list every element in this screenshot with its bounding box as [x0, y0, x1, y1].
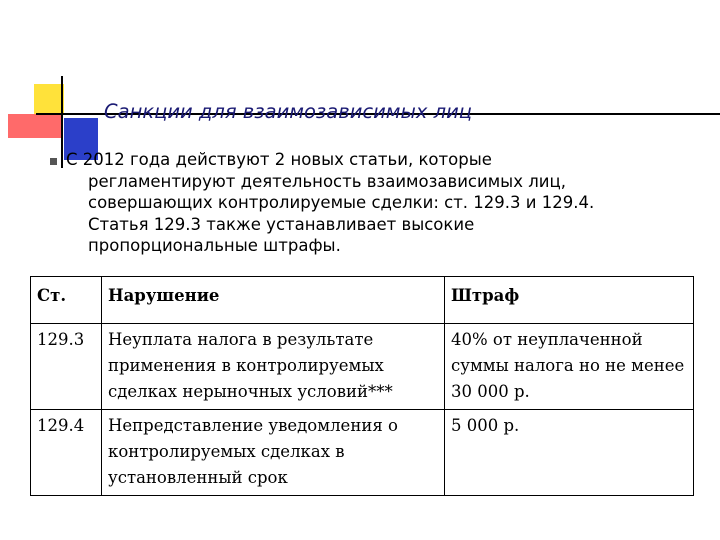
- slide-title: Санкции для взаимозависимых лиц: [104, 100, 473, 123]
- header-fine: Штраф: [445, 277, 694, 324]
- decor-red-rectangle: [8, 114, 62, 138]
- header-violation: Нарушение: [102, 277, 445, 324]
- sanctions-table: [30, 276, 694, 496]
- row-fine: 5 000 р.: [445, 410, 694, 496]
- row-violation: Непредставление уведомления о контролируемых сделках в установленный срок: [102, 410, 445, 496]
- row-violation: Неуплата налога в результате применения в контролируемых сделках нерыночных условий***: [102, 324, 445, 410]
- row-article: 129.4: [31, 410, 102, 496]
- decor-yellow-square: [34, 84, 64, 114]
- bullet-square-icon: [50, 158, 57, 165]
- intro-paragraph: С 2012 года действуют 2 новых статьи, которые регламентируют деятельность взаимозависимых лиц, совершающих контролируемые сделки: ст. 129.3 и 129.4. Статья 129.3 также устанавливает высокие пропорциональные штрафы.: [66, 150, 595, 255]
- decor-vertical-line: [61, 76, 63, 168]
- table-row: [31, 410, 694, 496]
- table-row: [31, 324, 694, 410]
- row-article: 129.3: [31, 324, 102, 410]
- row-fine: 40% от неуплаченной суммы налога но не менее 30 000 р.: [445, 324, 694, 410]
- header-article: Ст.: [31, 277, 102, 324]
- table-header-row: [31, 277, 694, 324]
